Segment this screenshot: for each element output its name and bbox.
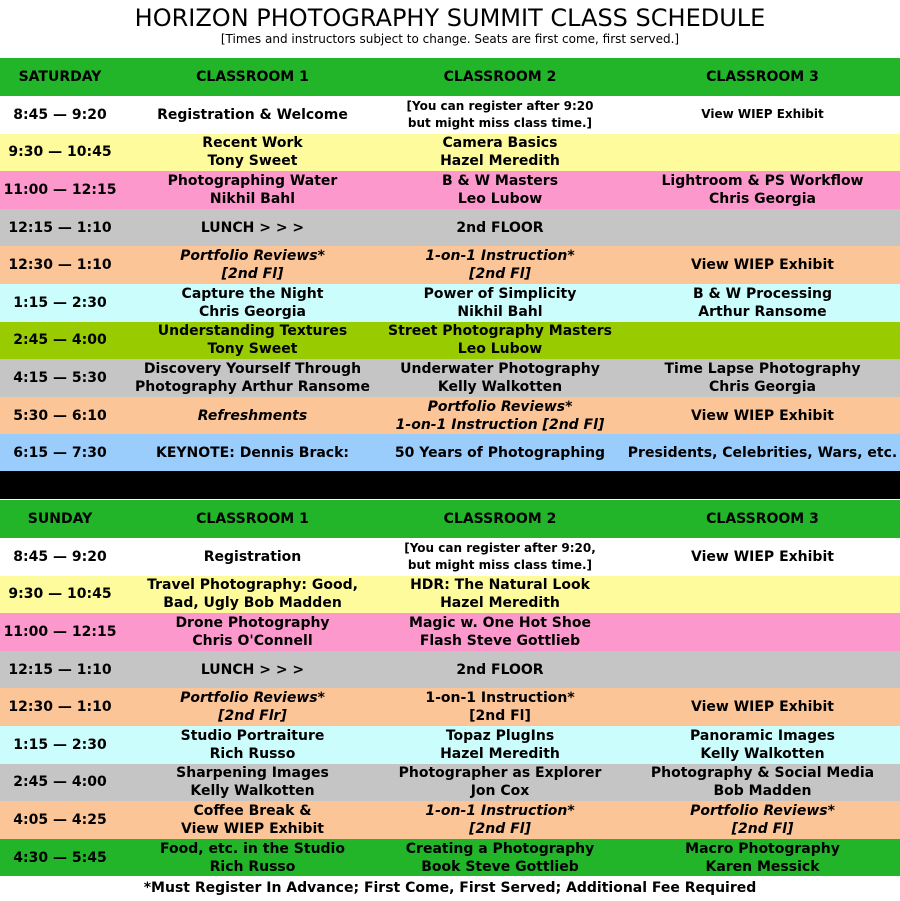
schedule-row (0, 688, 900, 726)
schedule-row (0, 171, 900, 209)
session-cell: Panoramic Images Kelly Walkotten (690, 727, 835, 762)
session-cell: Capture the Night Chris Georgia (181, 285, 324, 320)
session-cell: Studio Portraiture Rich Russo (180, 727, 325, 762)
page-subtitle: [Times and instructors subject to change. Seats are first come, first served.] (220, 32, 680, 46)
time-slot: 1:15 — 2:30 (13, 294, 107, 311)
schedule-row (0, 651, 900, 689)
session-cell: Photographer as Explorer Jon Cox (398, 765, 602, 800)
session-cell: HDR: The Natural Look Hazel Meredith (410, 577, 590, 612)
session-cell: 50 Years of Photographing (394, 445, 606, 462)
time-slot: 8:45 — 9:20 (13, 106, 107, 123)
session-cell: Drone Photography Chris O'Connell (175, 614, 330, 649)
time-slot: 4:05 — 4:25 (13, 811, 107, 828)
session-cell: 1-on-1 Instruction* [2nd Fl] (425, 248, 575, 283)
schedule-row (0, 322, 900, 360)
column-header: SUNDAY (27, 511, 93, 527)
saturday-schedule-table (0, 58, 900, 472)
session-cell: View WIEP Exhibit (691, 699, 834, 716)
session-cell: B & W Processing Arthur Ransome (693, 285, 832, 320)
schedule-row (0, 839, 900, 877)
session-cell: Discovery Yourself Through Photography Arthur Ransome (135, 360, 370, 395)
column-header: CLASSROOM 2 (443, 511, 557, 527)
time-slot: 8:45 — 9:20 (13, 548, 107, 565)
session-cell: Photography & Social Media Bob Madden (650, 765, 875, 800)
session-cell: LUNCH > > > (200, 661, 305, 678)
time-slot: 4:15 — 5:30 (13, 369, 107, 386)
session-cell: View WIEP Exhibit (691, 407, 834, 424)
session-cell: LUNCH > > > (200, 219, 305, 236)
session-cell: Time Lapse Photography Chris Georgia (664, 360, 861, 395)
session-cell: Creating a Photography Book Steve Gottlieb (405, 840, 595, 875)
session-cell: Refreshments (197, 407, 308, 424)
column-header: CLASSROOM 3 (706, 69, 819, 85)
time-slot: 5:30 — 6:10 (13, 407, 107, 424)
session-cell (625, 209, 900, 247)
session-cell: Coffee Break & View WIEP Exhibit (181, 802, 324, 837)
schedule-row (0, 801, 900, 839)
column-header: CLASSROOM 1 (196, 511, 309, 527)
session-cell: Lightroom & PS Workflow Chris Georgia (661, 172, 864, 207)
session-cell: Portfolio Reviews* [2nd Fl] (180, 248, 325, 283)
session-cell: Topaz PlugIns Hazel Meredith (440, 727, 560, 762)
time-slot: 12:30 — 1:10 (8, 699, 112, 716)
time-slot: 6:15 — 7:30 (13, 445, 107, 462)
saturday-header-row (0, 58, 900, 96)
session-cell (625, 322, 900, 360)
time-slot: 12:30 — 1:10 (8, 257, 112, 274)
schedule-row (0, 764, 900, 802)
schedule-row (0, 397, 900, 435)
session-cell: Recent Work Tony Sweet (202, 135, 303, 170)
schedule-row (0, 434, 900, 472)
sunday-schedule-table (0, 500, 900, 876)
session-cell: Portfolio Reviews* [2nd Flr] (180, 690, 325, 725)
session-cell: [You can register after 9:20 but might miss class time.] (406, 98, 594, 130)
time-slot: 9:30 — 10:45 (8, 586, 112, 603)
session-cell: Underwater Photography Kelly Walkotten (400, 360, 600, 395)
session-cell: Food, etc. in the Studio Rich Russo (160, 840, 345, 875)
column-header: CLASSROOM 2 (443, 69, 557, 85)
schedule-row (0, 134, 900, 172)
session-cell: Presidents, Celebrities, Wars, etc. (627, 445, 898, 462)
schedule-row (0, 538, 900, 576)
session-cell: 1-on-1 Instruction* [2nd Fl] (425, 690, 575, 725)
column-header: CLASSROOM 1 (196, 69, 309, 85)
session-cell: Camera Basics Hazel Meredith (440, 135, 560, 170)
session-cell (625, 134, 900, 172)
schedule-row (0, 96, 900, 134)
sunday-header-row (0, 500, 900, 538)
session-cell: View WIEP Exhibit (691, 257, 834, 274)
time-slot: 2:45 — 4:00 (13, 774, 107, 791)
session-cell: View WIEP Exhibit (701, 107, 824, 122)
session-cell: KEYNOTE: Dennis Brack: (155, 445, 350, 462)
schedule-row (0, 209, 900, 247)
session-cell: B & W Masters Leo Lubow (441, 172, 559, 207)
schedule-row (0, 726, 900, 764)
session-cell (625, 651, 900, 689)
schedule-row (0, 359, 900, 397)
schedule-row (0, 613, 900, 651)
session-cell: Registration & Welcome (157, 106, 348, 123)
session-cell: 1-on-1 Instruction* [2nd Fl] (425, 802, 575, 837)
time-slot: 12:15 — 1:10 (8, 219, 112, 236)
session-cell: Sharpening Images Kelly Walkotten (176, 765, 329, 800)
session-cell: Travel Photography: Good, Bad, Ugly Bob Madden (147, 577, 358, 612)
footnote: *Must Register In Advance; First Come, First Served; Additional Fee Required (143, 880, 757, 896)
session-cell: [You can register after 9:20, but might miss class time.] (404, 540, 596, 572)
page-title: HORIZON PHOTOGRAPHY SUMMIT CLASS SCHEDULE (134, 4, 766, 32)
schedule-row (0, 576, 900, 614)
time-slot: 4:30 — 5:45 (13, 849, 107, 866)
time-slot: 9:30 — 10:45 (8, 144, 112, 161)
session-cell: Portfolio Reviews* 1-on-1 Instruction [2nd Fl] (395, 398, 605, 433)
column-header: SATURDAY (18, 69, 102, 85)
session-cell: View WIEP Exhibit (691, 548, 834, 565)
day-separator (0, 471, 900, 499)
session-cell (625, 613, 900, 651)
session-cell: 2nd FLOOR (456, 219, 544, 236)
session-cell: Macro Photography Karen Messick (685, 840, 840, 875)
session-cell: Portfolio Reviews* [2nd Fl] (690, 802, 835, 837)
session-cell: Photographing Water Nikhil Bahl (167, 172, 338, 207)
time-slot: 11:00 — 12:15 (3, 623, 117, 640)
time-slot: 1:15 — 2:30 (13, 736, 107, 753)
time-slot: 12:15 — 1:10 (8, 661, 112, 678)
session-cell: Power of Simplicity Nikhil Bahl (423, 285, 577, 320)
session-cell (625, 576, 900, 614)
session-cell: Magic w. One Hot Shoe Flash Steve Gottlieb (409, 614, 591, 649)
time-slot: 2:45 — 4:00 (13, 332, 107, 349)
schedule-row (0, 246, 900, 284)
session-cell: Registration (203, 548, 302, 565)
session-cell: Street Photography Masters Leo Lubow (388, 323, 612, 358)
session-cell: Understanding Textures Tony Sweet (157, 323, 348, 358)
schedule-row (0, 284, 900, 322)
session-cell: 2nd FLOOR (456, 661, 544, 678)
column-header: CLASSROOM 3 (706, 511, 819, 527)
time-slot: 11:00 — 12:15 (3, 181, 117, 198)
